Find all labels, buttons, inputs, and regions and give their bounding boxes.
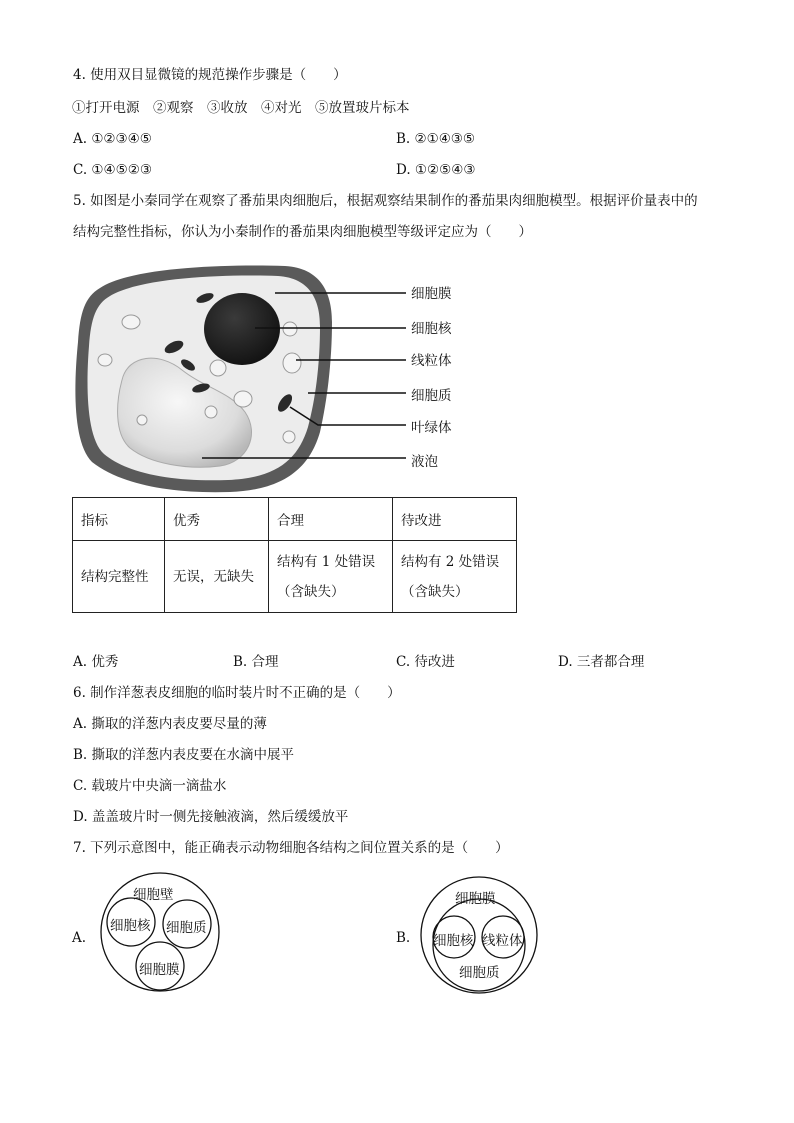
q4-option-d: D. ①②⑤④③: [396, 162, 476, 178]
cell-improve-line2: （含缺失）: [401, 583, 469, 600]
cell-reasonable-line2: （含缺失）: [277, 583, 345, 600]
evaluation-table: [72, 497, 517, 613]
cell-improve-line1: 结构有 2 处错误: [401, 553, 500, 570]
q7a-nucleus-label: 细胞核: [110, 918, 151, 934]
q5-stem-line1: 5. 如图是小秦同学在观察了番茄果肉细胞后，根据观察结果制作的番茄果肉细胞模型。根据评价量表中的: [73, 193, 698, 209]
table-row: [73, 541, 517, 613]
header-excellent: 优秀: [165, 498, 269, 541]
q5-option-d: D. 三者都合理: [558, 654, 645, 670]
q7b-mitochondria-label: 线粒体: [482, 933, 523, 949]
q5-option-a: A. 优秀: [73, 654, 119, 670]
q7-option-a-letter: A.: [72, 930, 87, 946]
q6-option-b: B. 撕取的洋葱内表皮要在水滴中展平: [73, 747, 295, 763]
header-reasonable: 合理: [269, 498, 393, 541]
q4-stem: 4. 使用双目显微镜的规范操作步骤是（ ）: [73, 67, 347, 83]
q6-option-d: D. 盖盖玻片时一侧先接触液滴，然后缓缓放平: [73, 809, 349, 825]
cell-reasonable-line1: 结构有 1 处错误: [277, 553, 376, 570]
q5-option-c: C. 待改进: [396, 654, 455, 670]
cell-indicator: 结构完整性: [73, 541, 165, 613]
q4-steps: ①打开电源 ②观察 ③收放 ④对光 ⑤放置玻片标本: [72, 100, 410, 116]
q7-stem: 7. 下列示意图中，能正确表示动物细胞各结构之间位置关系的是（ ）: [73, 840, 509, 856]
label-chloroplast: 叶绿体: [411, 420, 452, 436]
label-mitochondria: 线粒体: [411, 353, 452, 369]
q5-option-b: B. 合理: [233, 654, 279, 670]
q7b-outer-label: 细胞膜: [455, 891, 496, 907]
header-improve: 待改进: [393, 498, 517, 541]
label-nucleus: 细胞核: [411, 321, 452, 337]
nucleus-shape: [204, 293, 280, 365]
label-vacuole: 液泡: [411, 454, 438, 470]
q5-stem-line2: 结构完整性指标，你认为小秦制作的番茄果肉细胞模型等级评定应为（ ）: [73, 224, 532, 240]
q6-option-c: C. 载玻片中央滴一滴盐水: [73, 778, 227, 794]
q7-option-b-letter: B.: [396, 930, 411, 946]
cell-excellent: 无误，无缺失: [165, 541, 269, 613]
table-header-row: [73, 498, 517, 541]
q6-stem: 6. 制作洋葱表皮细胞的临时装片时不正确的是（ ）: [73, 685, 401, 701]
q4-option-c: C. ①④⑤②③: [73, 162, 152, 178]
header-indicator: 指标: [73, 498, 165, 541]
q7a-cytoplasm-label: 细胞质: [166, 920, 207, 936]
q7a-outer-label: 细胞壁: [133, 887, 174, 903]
q7b-cytoplasm-label: 细胞质: [459, 965, 500, 981]
cell-reasonable: [269, 541, 393, 613]
label-cytoplasm: 细胞质: [411, 388, 452, 404]
plant-cell-model-figure: [70, 262, 470, 497]
q7b-nucleus-label: 细胞核: [433, 933, 474, 949]
q6-option-a: A. 撕取的洋葱内表皮要尽量的薄: [73, 716, 267, 732]
label-cell-membrane: 细胞膜: [411, 286, 452, 302]
cell-improve: [393, 541, 517, 613]
q4-option-b: B. ②①④③⑤: [396, 131, 476, 147]
q7a-membrane-label: 细胞膜: [139, 962, 180, 978]
q4-option-a: A. ①②③④⑤: [73, 131, 152, 147]
